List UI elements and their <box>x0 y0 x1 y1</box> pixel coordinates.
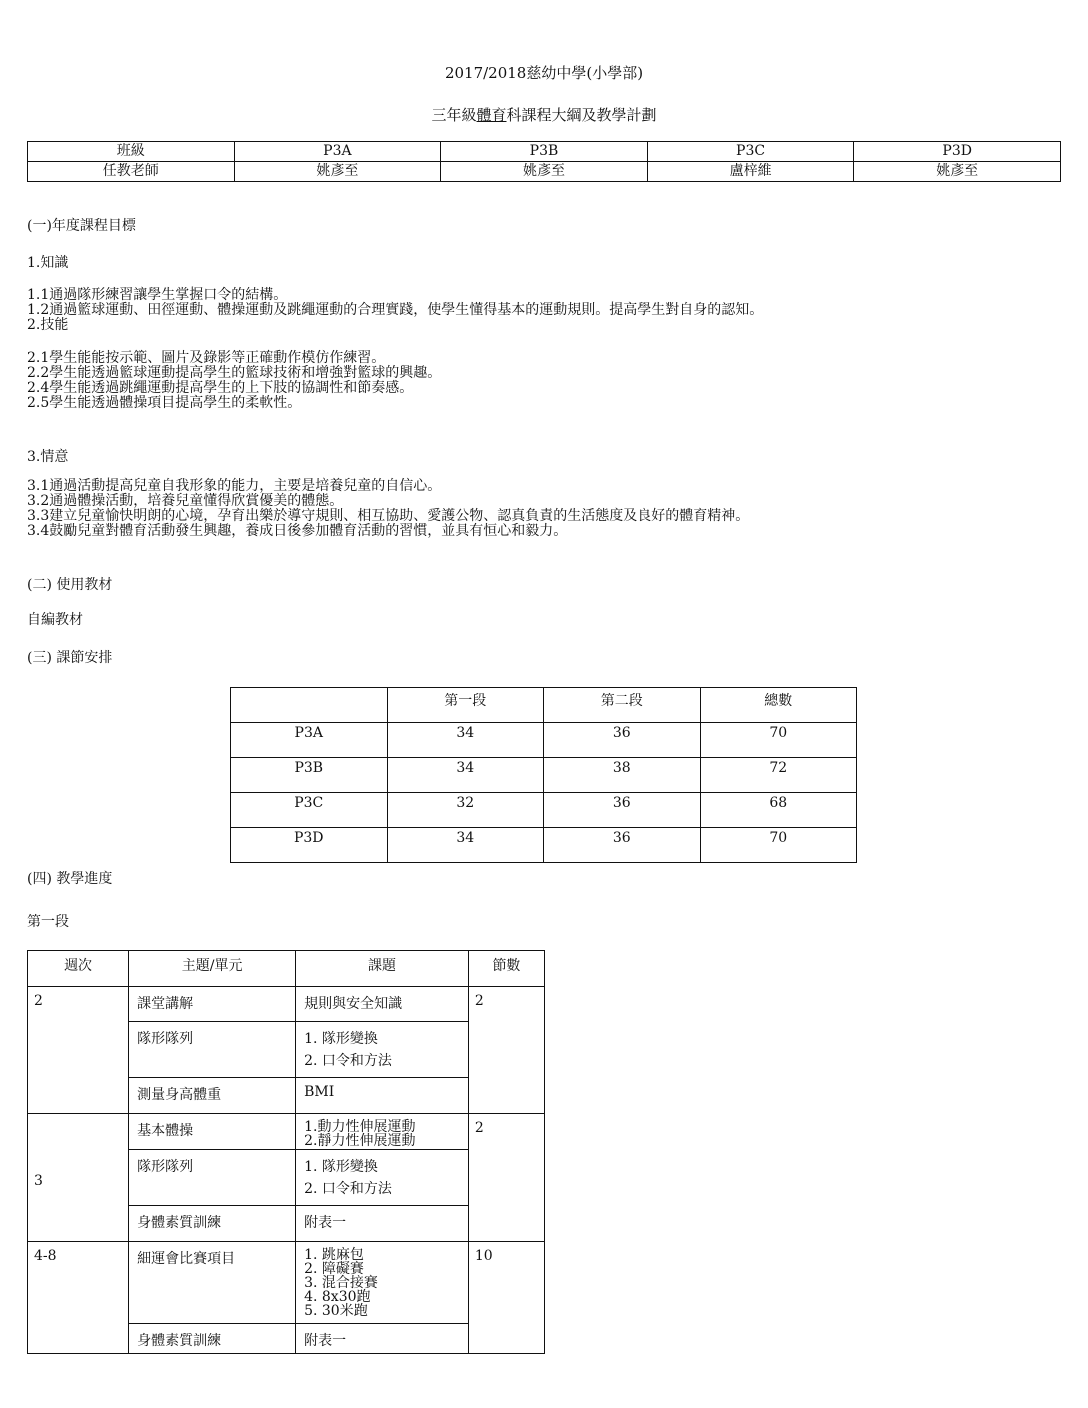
topic-cell: 隊形隊列 <box>129 1022 296 1078</box>
header-cell: 週次 <box>28 951 129 987</box>
subject-cell <box>296 1114 469 1150</box>
subject-line: 2. 口令和方法 <box>304 1053 392 1069</box>
subject-line: 1. 跳麻包 <box>304 1247 364 1263</box>
affect-item: 3.2通過體操活動，培養兒童懂得欣賞優美的體態。 <box>27 493 344 509</box>
value-cell: 38 <box>544 758 701 793</box>
affect-item: 3.4鼓勵兒童對體育活動發生興趣，養成日後參加體育活動的習慣，並具有恒心和毅力。 <box>27 523 568 539</box>
affect-heading: 3.情意 <box>27 449 69 465</box>
section2-heading: (二) 使用教材 <box>27 577 113 593</box>
topic-cell: 身體素質訓練 <box>129 1324 296 1354</box>
table-row <box>231 723 857 758</box>
title-suffix: 科課程大綱及教學計劃 <box>506 106 657 124</box>
skills-item: 2.5學生能透過體操項目提高學生的柔軟性。 <box>27 395 302 411</box>
table-row <box>231 828 857 863</box>
subject-line: 1.動力性伸展運動 <box>304 1119 416 1135</box>
title-subject: 體育 <box>476 106 507 124</box>
subject-cell: 附表一 <box>296 1206 469 1242</box>
week-cell: 4-8 <box>28 1242 129 1354</box>
header-cell: 第二段 <box>544 688 701 723</box>
affect-item: 3.3建立兒童愉快明朗的心境，孕育出樂於導守規則、相互協助、愛護公物、認真負責的生活態度及良好的體育精神。 <box>27 508 750 524</box>
section3-heading: (三) 課節安排 <box>27 650 113 666</box>
teacher-label-cell: 任教老師 <box>28 162 235 182</box>
skills-item: 2.4學生能透過跳繩運動提高學生的上下肢的協調性和節奏感。 <box>27 380 414 396</box>
teacher-cell: 盧梓維 <box>647 162 854 182</box>
value-cell: 72 <box>700 758 857 793</box>
subject-cell <box>296 1242 469 1324</box>
teacher-cell: 姚彥至 <box>854 162 1061 182</box>
value-cell: 70 <box>700 828 857 863</box>
materials-text: 自編教材 <box>27 612 83 628</box>
table-row <box>231 793 857 828</box>
value-cell: 70 <box>700 723 857 758</box>
value-cell: 34 <box>387 723 544 758</box>
subject-line: 1. 隊形變換 <box>304 1159 378 1175</box>
teacher-cell: 姚彥至 <box>234 162 441 182</box>
topic-cell: 基本體操 <box>129 1114 296 1150</box>
value-cell: 36 <box>544 828 701 863</box>
subject-line: 2.靜力性伸展運動 <box>304 1133 416 1149</box>
header-cell: 總數 <box>700 688 857 723</box>
value-cell: 36 <box>544 793 701 828</box>
lessons-cell: 2 <box>468 987 544 1114</box>
class-cell: P3B <box>441 142 648 162</box>
teacher-row <box>28 162 1061 182</box>
subject-cell: 附表一 <box>296 1324 469 1354</box>
header-cell: 第一段 <box>387 688 544 723</box>
class-cell: P3A <box>231 723 388 758</box>
teaching-progress-table <box>27 950 545 1354</box>
topic-cell: 細運會比賽項目 <box>129 1242 296 1324</box>
knowledge-item: 1.2通過籃球運動、田徑運動、體操運動及跳繩運動的合理實踐，使學生懂得基本的運動規則。提高學生對自身的認知。 <box>27 302 764 318</box>
week-cell: 2 <box>28 987 129 1114</box>
subject-cell <box>296 1150 469 1206</box>
subject-cell: 規則與安全知識 <box>296 987 469 1022</box>
lesson-count-table <box>230 687 857 863</box>
header-cell: 節數 <box>468 951 544 987</box>
class-cell: P3C <box>647 142 854 162</box>
knowledge-heading: 1.知識 <box>27 255 69 271</box>
value-cell: 68 <box>700 793 857 828</box>
subject-line: 2. 口令和方法 <box>304 1181 392 1197</box>
subject-line: 2. 障礙賽 <box>304 1261 364 1277</box>
affect-item: 3.1通過活動提高兒童自我形象的能力，主要是培養兒童的自信心。 <box>27 478 442 494</box>
subject-cell <box>296 1022 469 1078</box>
progress-header-row <box>28 951 545 987</box>
class-row <box>28 142 1061 162</box>
class-cell: P3A <box>234 142 441 162</box>
subject-cell: BMI <box>296 1078 469 1114</box>
skills-item: 2.2學生能透過籃球運動提高學生的籃球技術和增強對籃球的興趣。 <box>27 365 442 381</box>
class-teacher-table <box>27 141 1061 182</box>
class-cell: P3D <box>854 142 1061 162</box>
school-title: 2017/2018慈幼中學(小學部) <box>444 64 644 82</box>
table-row <box>28 987 545 1022</box>
teacher-cell: 姚彥至 <box>441 162 648 182</box>
header-cell: 課題 <box>296 951 469 987</box>
topic-cell: 隊形隊列 <box>129 1150 296 1206</box>
subject-line: 5. 30米跑 <box>304 1303 368 1319</box>
lessons-cell: 10 <box>468 1242 544 1354</box>
subject-line: 4. 8x30跑 <box>304 1289 371 1305</box>
table-row <box>28 1114 545 1150</box>
class-cell: P3B <box>231 758 388 793</box>
section4-heading: (四) 教學進度 <box>27 871 113 887</box>
value-cell: 32 <box>387 793 544 828</box>
table-row <box>28 1242 545 1324</box>
knowledge-item: 1.1通過隊形練習讓學生掌握口令的結構。 <box>27 287 288 303</box>
term-label: 第一段 <box>27 914 69 930</box>
lesson-count-header-row <box>231 688 857 723</box>
class-label-cell: 班級 <box>28 142 235 162</box>
lessons-cell: 2 <box>468 1114 544 1242</box>
skills-heading: 2.技能 <box>27 317 69 333</box>
document-title <box>0 104 1088 125</box>
topic-cell: 測量身高體重 <box>129 1078 296 1114</box>
table-row <box>231 758 857 793</box>
section1-heading: (一)年度課程目標 <box>27 218 136 234</box>
value-cell: 36 <box>544 723 701 758</box>
header-cell: 主題/單元 <box>129 951 296 987</box>
week-cell: 3 <box>28 1114 129 1242</box>
class-cell: P3D <box>231 828 388 863</box>
subject-line: 1. 隊形變換 <box>304 1031 378 1047</box>
class-cell: P3C <box>231 793 388 828</box>
topic-cell: 課堂講解 <box>129 987 296 1022</box>
value-cell: 34 <box>387 828 544 863</box>
header-cell <box>231 688 388 723</box>
value-cell: 34 <box>387 758 544 793</box>
title-prefix: 三年級 <box>431 106 477 124</box>
subject-line: 3. 混合接賽 <box>304 1275 378 1291</box>
skills-item: 2.1學生能能按示範、圖片及錄影等正確動作模仿作練習。 <box>27 350 386 366</box>
topic-cell: 身體素質訓練 <box>129 1206 296 1242</box>
